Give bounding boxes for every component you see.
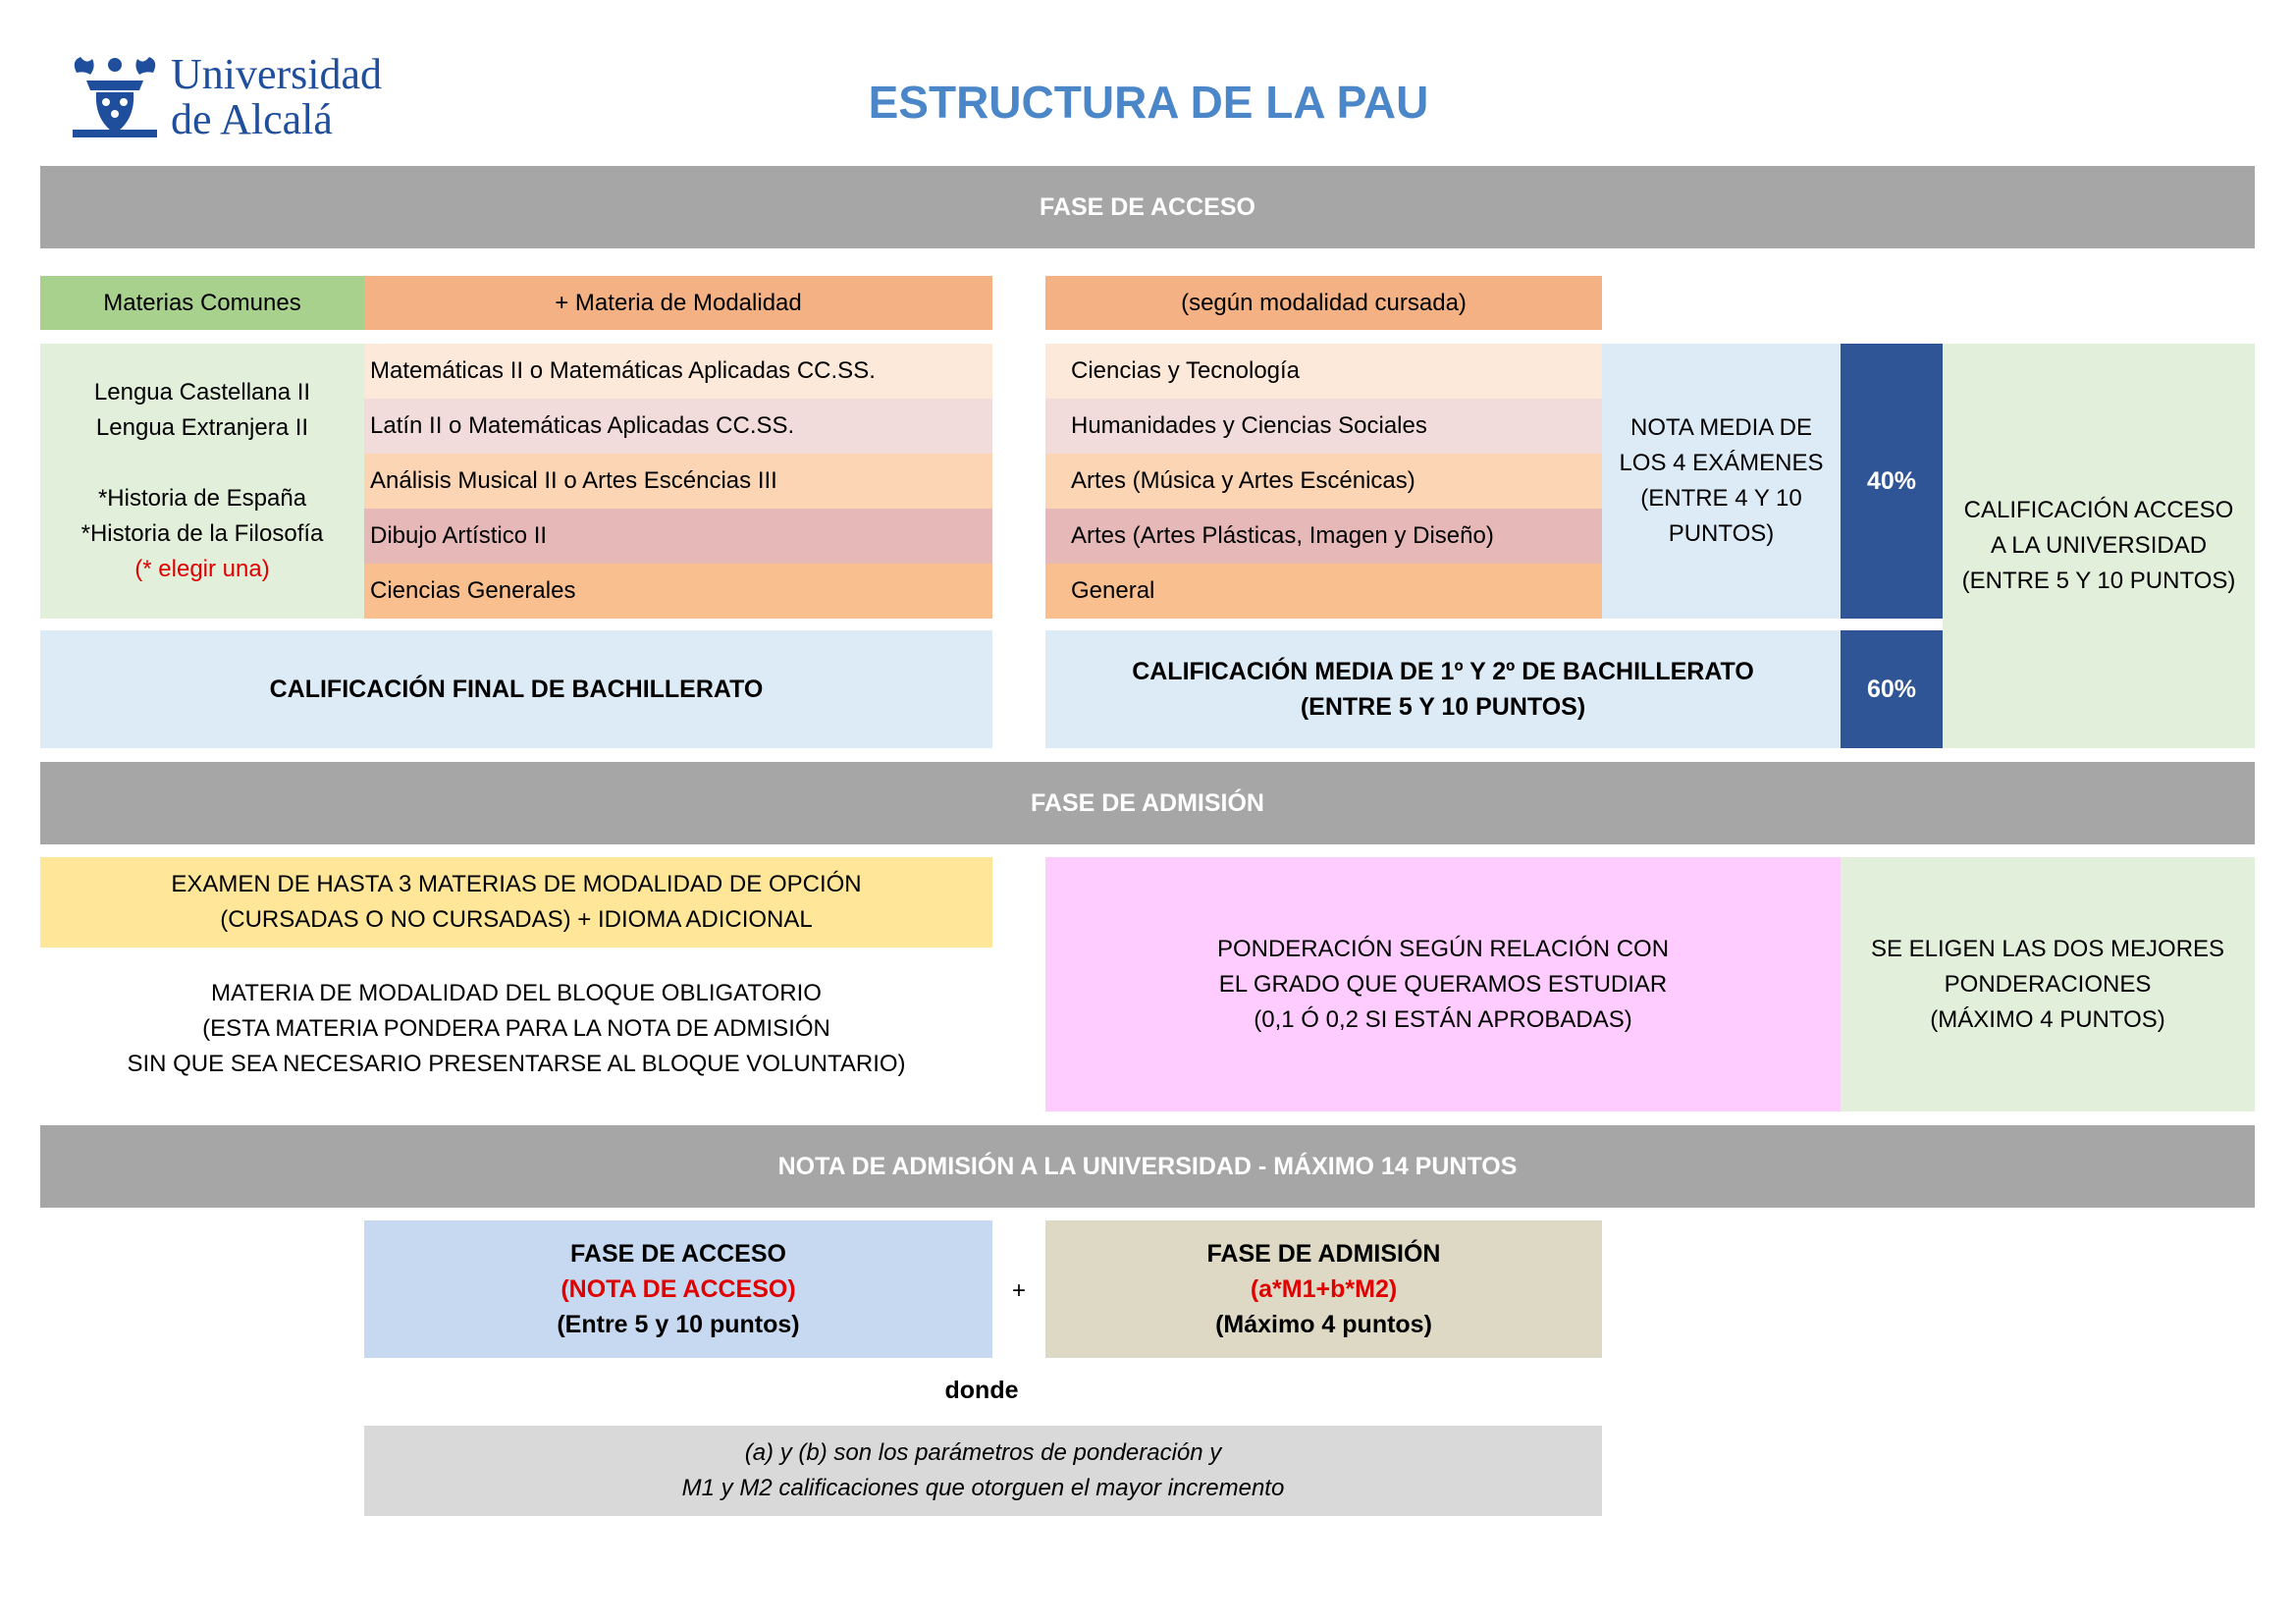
- media-bach-l2: (ENTRE 5 Y 10 PUNTOS): [1300, 693, 1586, 721]
- formula-fase-acceso: [364, 1220, 992, 1358]
- materia-label: Matemáticas II o Matemáticas Aplicadas CC.SS.: [370, 357, 876, 384]
- header-segun-modalidad: (según modalidad cursada): [1045, 276, 1602, 330]
- calif-acceso-l3: (ENTRE 5 Y 10 PUNTOS): [1961, 568, 2236, 594]
- calif-acceso-l2: A LA UNIVERSIDAD: [1990, 532, 2208, 559]
- logo-text-line2: de Alcalá: [171, 95, 333, 143]
- mejores-l3: (MÁXIMO 4 PUNTOS): [1930, 1005, 2165, 1033]
- comun-historia-espana: *Historia de España: [97, 485, 307, 512]
- parametros-l1: (a) y (b) son los parámetros de ponderación y: [744, 1439, 1222, 1466]
- calificacion-media-bachillerato: [1045, 630, 1841, 748]
- mejores-l2: PONDERACIONES: [1944, 970, 2152, 998]
- percent-40-badge: 40%: [1841, 344, 1943, 619]
- band-fase-acceso: FASE DE ACCESO: [40, 166, 2255, 248]
- comun-historia-filosofia: *Historia de la Filosofía: [80, 520, 324, 547]
- materia-label: Dibujo Artístico II: [370, 522, 548, 549]
- formula-acceso-l3: (Entre 5 y 10 puntos): [557, 1311, 800, 1338]
- calif-acceso-l1: CALIFICACIÓN ACCESO: [1963, 497, 2234, 523]
- list-item: [364, 509, 992, 564]
- list-item: [1045, 399, 1602, 454]
- band-nota-admision: NOTA DE ADMISIÓN A LA UNIVERSIDAD - MÁXIMO 14 PUNTOS: [40, 1125, 2255, 1208]
- nota-media-box: [1602, 344, 1841, 619]
- header-materias-comunes: Materias Comunes: [40, 276, 364, 330]
- calificacion-final-bachillerato: CALIFICACIÓN FINAL DE BACHILLERATO: [40, 630, 992, 748]
- formula-acceso-l2: (NOTA DE ACCESO): [561, 1275, 796, 1303]
- obligatorio-l1: MATERIA DE MODALIDAD DEL BLOQUE OBLIGATORIO: [211, 980, 822, 1006]
- crest-icon: [67, 51, 163, 141]
- materia-label: Latín II o Matemáticas Aplicadas CC.SS.: [370, 412, 795, 439]
- list-item: [364, 564, 992, 619]
- list-item: [1045, 564, 1602, 619]
- modalidad-label: Humanidades y Ciencias Sociales: [1071, 412, 1427, 439]
- band-fase-admision: FASE DE ADMISIÓN: [40, 762, 2255, 844]
- modalidad-label: Artes (Música y Artes Escénicas): [1071, 467, 1415, 494]
- nota-media-l3: (ENTRE 4 Y 10: [1640, 485, 1802, 512]
- modalidad-label: Artes (Artes Plásticas, Imagen y Diseño): [1071, 522, 1494, 549]
- comun-elegir-una: (* elegir una): [134, 556, 270, 582]
- nota-media-l2: LOS 4 EXÁMENES: [1619, 450, 1824, 476]
- formula-admision-l3: (Máximo 4 puntos): [1215, 1311, 1432, 1338]
- formula-admision-l2: (a*M1+b*M2): [1250, 1275, 1398, 1303]
- modalidades-list: [1045, 344, 1602, 619]
- list-item: [364, 454, 992, 509]
- logo-text-line1: Universidad: [171, 50, 383, 98]
- media-bach-l1: CALIFICACIÓN MEDIA DE 1º Y 2º DE BACHILLERATO: [1132, 658, 1754, 685]
- list-item: [364, 344, 992, 399]
- parametros-nota-box: [364, 1426, 1602, 1516]
- ponderacion-l1: PONDERACIÓN SEGÚN RELACIÓN CON: [1216, 935, 1670, 962]
- ponderacion-l3: (0,1 Ó 0,2 SI ESTÁN APROBADAS): [1254, 1005, 1632, 1033]
- ponderacion-box: [1045, 857, 1841, 1111]
- formula-acceso-l1: FASE DE ACCESO: [570, 1240, 786, 1268]
- donde-label: donde: [944, 1376, 1019, 1404]
- comun-lengua-extranjera: Lengua Extranjera II: [95, 414, 309, 441]
- examen-materias-box: [40, 857, 992, 947]
- materia-label: Análisis Musical II o Artes Escéncias III: [370, 467, 777, 494]
- percent-60-badge: 60%: [1841, 630, 1943, 748]
- obligatorio-l2: (ESTA MATERIA PONDERA PARA LA NOTA DE ADMISIÓN: [202, 1015, 830, 1042]
- calificacion-acceso-box: [1943, 344, 2255, 748]
- parametros-l2: M1 y M2 calificaciones que otorguen el mayor incremento: [681, 1475, 1285, 1501]
- ponderacion-l2: EL GRADO QUE QUERAMOS ESTUDIAR: [1218, 970, 1668, 998]
- modalidad-label: Ciencias y Tecnología: [1071, 357, 1301, 384]
- materias-modalidad-list: [364, 344, 992, 619]
- list-item: [1045, 344, 1602, 399]
- formula-admision-l1: FASE DE ADMISIÓN: [1206, 1240, 1441, 1268]
- formula-fase-admision: [1045, 1220, 1602, 1358]
- nota-media-l1: NOTA MEDIA DE: [1630, 414, 1812, 441]
- page-title: ESTRUCTURA DE LA PAU: [868, 77, 1429, 128]
- bloque-obligatorio-text: [40, 972, 992, 1086]
- list-item: [1045, 454, 1602, 509]
- modalidad-label: General: [1071, 577, 1155, 604]
- header-materia-modalidad: + Materia de Modalidad: [364, 276, 992, 330]
- nota-media-l4: PUNTOS): [1668, 520, 1775, 547]
- list-item: [1045, 509, 1602, 564]
- examen-l1: EXAMEN DE HASTA 3 MATERIAS DE MODALIDAD DE OPCIÓN: [171, 871, 862, 897]
- list-item: [364, 399, 992, 454]
- examen-l2: (CURSADAS O NO CURSADAS) + IDIOMA ADICIONAL: [220, 906, 813, 933]
- university-logo: [67, 51, 400, 141]
- mejores-ponderaciones-box: [1841, 857, 2255, 1111]
- materias-comunes-box: [40, 344, 364, 619]
- materia-label: Ciencias Generales: [370, 577, 576, 604]
- mejores-l1: SE ELIGEN LAS DOS MEJORES: [1870, 935, 2225, 962]
- obligatorio-l3: SIN QUE SEA NECESARIO PRESENTARSE AL BLOQUE VOLUNTARIO): [127, 1051, 906, 1077]
- plus-sign: +: [1011, 1277, 1026, 1304]
- comun-lengua-castellana: Lengua Castellana II: [93, 379, 311, 406]
